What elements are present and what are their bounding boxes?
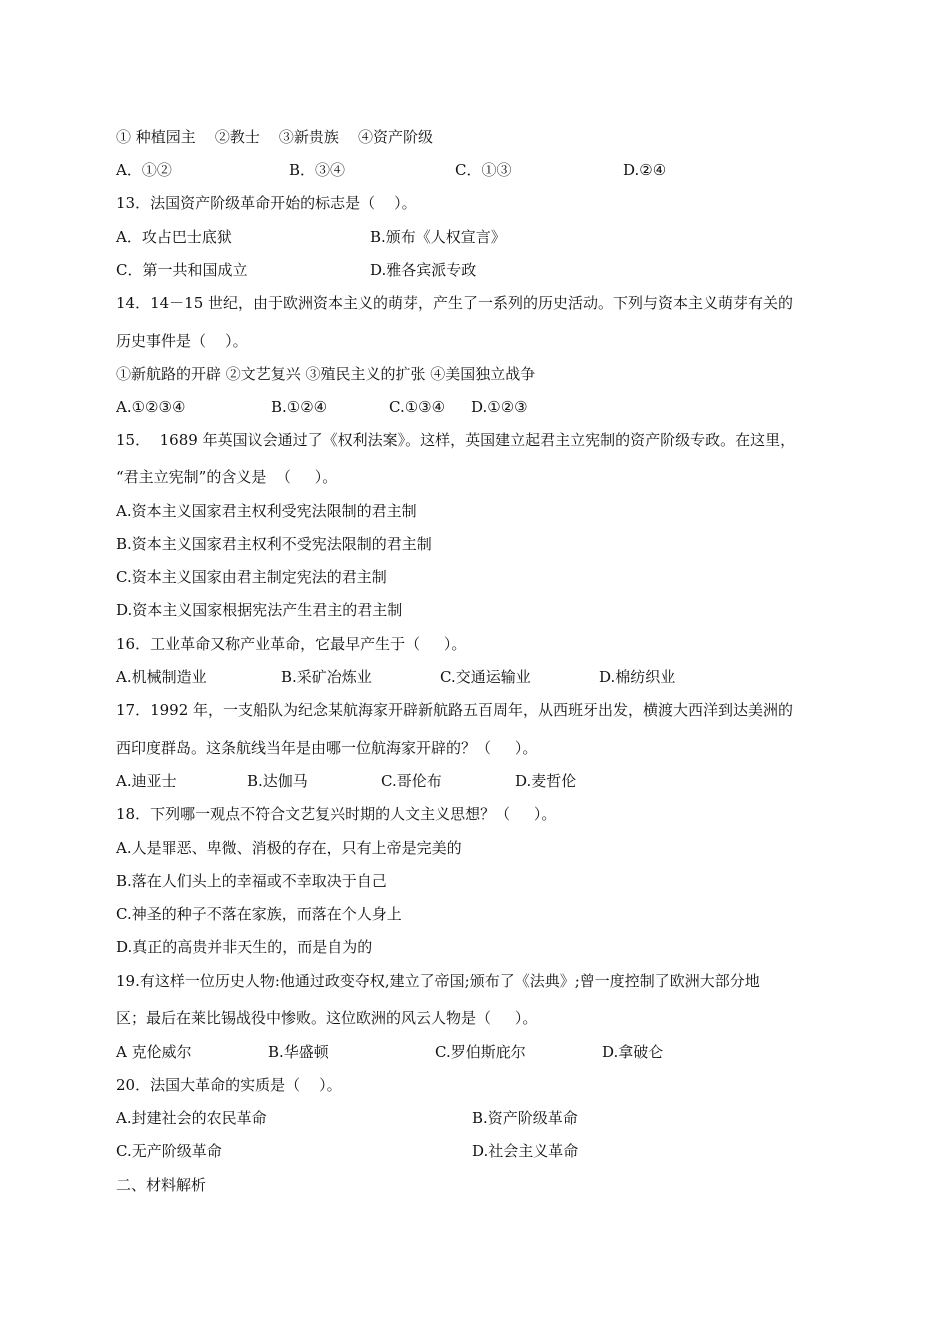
q17-option-d: D.麦哲伦 bbox=[515, 772, 577, 790]
q17-option-c: C.哥伦布 bbox=[381, 772, 442, 790]
q18-option-a: A.人是罪恶、卑微、消极的存在，只有上帝是完美的 bbox=[116, 839, 462, 857]
q15-stem-line2: “君主立宪制”的含义是 （ ）。 bbox=[116, 468, 338, 486]
q15-option-c: C.资本主义国家由君主制定宪法的君主制 bbox=[116, 568, 387, 586]
q13-option-b: B.颁布《人权宣言》 bbox=[370, 228, 506, 246]
q13-option-a: A．攻占巴士底狱 bbox=[116, 228, 232, 246]
q20-option-b: B.资产阶级革命 bbox=[472, 1109, 578, 1127]
q14-option-b: B.①②④ bbox=[271, 398, 328, 416]
q16-option-b: B.采矿冶炼业 bbox=[281, 668, 372, 686]
q14-stem-line1: 14．14－15 世纪，由于欧洲资本主义的萌芽，产生了一系列的历史活动。下列与资本主义萌芽有关的 bbox=[116, 294, 794, 312]
q20-option-a: A.封建社会的农民革命 bbox=[116, 1109, 267, 1127]
q19-stem-line1: 19.有这样一位历史人物:他通过政变夺权,建立了帝国;颁布了《法典》;曾一度控制了欧洲大部分地 bbox=[116, 972, 760, 990]
q13-option-d: D.雅各宾派专政 bbox=[370, 261, 477, 279]
q18-option-b: B.落在人们头上的幸福或不幸取决于自己 bbox=[116, 872, 387, 890]
q14-option-d: D.①②③ bbox=[471, 398, 528, 416]
q18-option-d: D.真正的高贵并非天生的，而是自为的 bbox=[116, 938, 373, 956]
q14-option-a: A.①②③④ bbox=[116, 398, 186, 416]
q12-sub-items: ① 种植园主 ②教士 ③新贵族 ④资产阶级 bbox=[116, 128, 433, 146]
q15-option-d: D.资本主义国家根据宪法产生君主的君主制 bbox=[116, 601, 403, 619]
q18-option-c: C.神圣的种子不落在家族，而落在个人身上 bbox=[116, 905, 402, 923]
q15-option-b: B.资本主义国家君主权利不受宪法限制的君主制 bbox=[116, 535, 432, 553]
q12-option-c: C．①③ bbox=[455, 161, 512, 179]
q13-option-c: C．第一共和国成立 bbox=[116, 261, 248, 279]
q14-stem-line2: 历史事件是（ ）。 bbox=[116, 332, 248, 350]
q19-option-d: D.拿破仑 bbox=[602, 1043, 664, 1061]
q16-option-a: A.机械制造业 bbox=[116, 668, 207, 686]
section2-title: 二、材料解析 bbox=[116, 1176, 207, 1194]
q17-stem-line2: 西印度群岛。这条航线当年是由哪一位航海家开辟的？（ ）。 bbox=[116, 739, 538, 757]
q16-option-c: C.交通运输业 bbox=[440, 668, 531, 686]
q19-option-b: B.华盛顿 bbox=[268, 1043, 329, 1061]
q15-stem-line1: 15． 1689 年英国议会通过了《权利法案》。这样，英国建立起君主立宪制的资产阶级专政。在这里， bbox=[116, 431, 796, 449]
q18-stem: 18．下列哪一观点不符合文艺复兴时期的人文主义思想？（ ）。 bbox=[116, 805, 557, 823]
q12-option-b: B．③④ bbox=[289, 161, 346, 179]
q12-option-a: A．①② bbox=[116, 161, 172, 179]
q17-option-a: A.迪亚士 bbox=[116, 772, 177, 790]
q19-option-a: A 克伦威尔 bbox=[116, 1043, 192, 1061]
q15-option-a: A.资本主义国家君主权利受宪法限制的君主制 bbox=[116, 502, 417, 520]
q19-stem-line2: 区；最后在莱比锡战役中惨败。这位欧洲的风云人物是（ ）。 bbox=[116, 1009, 538, 1027]
q13-stem: 13．法国资产阶级革命开始的标志是（ ）。 bbox=[116, 194, 417, 212]
q16-option-d: D.棉纺织业 bbox=[599, 668, 676, 686]
q14-sub-items: ①新航路的开辟 ②文艺复兴 ③殖民主义的扩张 ④美国独立战争 bbox=[116, 365, 536, 383]
q17-option-b: B.达伽马 bbox=[247, 772, 308, 790]
q20-stem: 20．法国大革命的实质是（ ）。 bbox=[116, 1076, 342, 1094]
q17-stem-line1: 17．1992 年，一支船队为纪念某航海家开辟新航路五百周年，从西班牙出发，横渡大西洋到达美洲的 bbox=[116, 701, 794, 719]
q16-stem: 16．工业革命又称产业革命，它最早产生于（ ）。 bbox=[116, 635, 467, 653]
q19-option-c: C.罗伯斯庇尔 bbox=[435, 1043, 526, 1061]
q20-option-c: C.无产阶级革命 bbox=[116, 1142, 222, 1160]
q20-option-d: D.社会主义革命 bbox=[472, 1142, 579, 1160]
q14-option-c: C.①③④ bbox=[389, 398, 446, 416]
q12-option-d: D.②④ bbox=[623, 161, 667, 179]
